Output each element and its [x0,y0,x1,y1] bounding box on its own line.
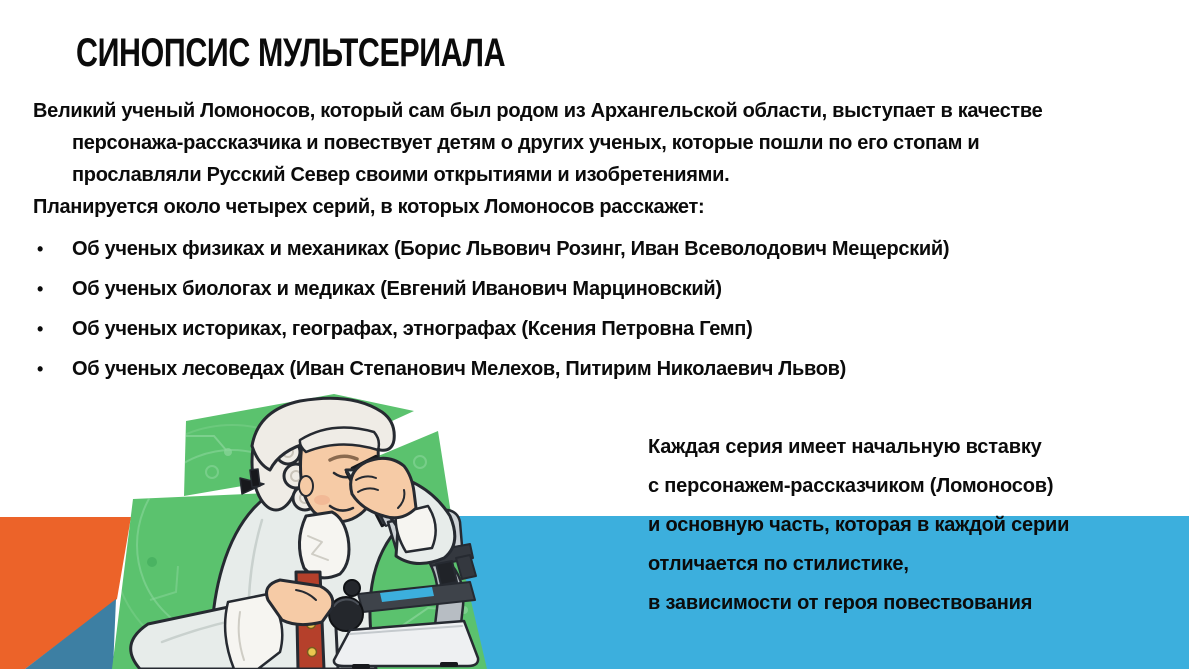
narrator-note-line-3: и основную часть, которая в каждой серии [648,514,1070,536]
cheek-blush [314,495,330,505]
narrator-note-line-5: в зависимости от героя повествования [648,592,1033,614]
plan-line: Планируется около четырех серий, в которых Ломоносов расскажет: [33,196,705,218]
narrator-note-line-2: с персонажем-рассказчиком (Ломоносов) [648,475,1054,497]
cravat-jabot [299,512,349,578]
bullet-item-3 [37,318,752,342]
slide-title: СИНОПСИС МУЛЬТСЕРИАЛА [76,31,506,75]
bullet-text: Об ученых биологах и медиках (Евгений Иванович Марциновский) [72,278,722,300]
intro-paragraph-line-1: Великий ученый Ломоносов, который сам был родом из Архангельской области, выступает в качестве [33,100,1043,122]
bullet-text: Об ученых историках, географах, этнографах (Ксения Петровна Гемп) [72,318,753,340]
bullet-text: Об ученых физиках и механиках (Борис Львович Розинг, Иван Всеволодович Мещерский) [72,238,950,260]
narrator-note-line-4: отличается по стилистике, [648,553,909,575]
bullet-marker: • [37,319,44,339]
bullet-marker: • [37,239,44,259]
bullet-text: Об ученых лесоведах (Иван Степанович Мелехов, Питирим Николаевич Львов) [72,358,847,380]
objective-lens-1 [436,561,457,585]
narrator-note-line-1: Каждая серия имеет начальную вставку [648,436,1042,458]
bullet-item-2 [37,278,722,302]
intro-paragraph-line-2: персонажа-рассказчика и повествует детям о других ученых, которые пошли по его стопам и [72,132,980,154]
ear [299,476,313,496]
intro-paragraph-line-3: прославляли Русский Север своими открытиями и изобретениями. [72,164,730,186]
focus-knob-small [344,580,360,596]
bullet-marker: • [37,359,44,379]
bullet-item-4 [37,358,846,382]
bullet-item-1 [37,238,949,262]
bullet-marker: • [37,279,44,299]
